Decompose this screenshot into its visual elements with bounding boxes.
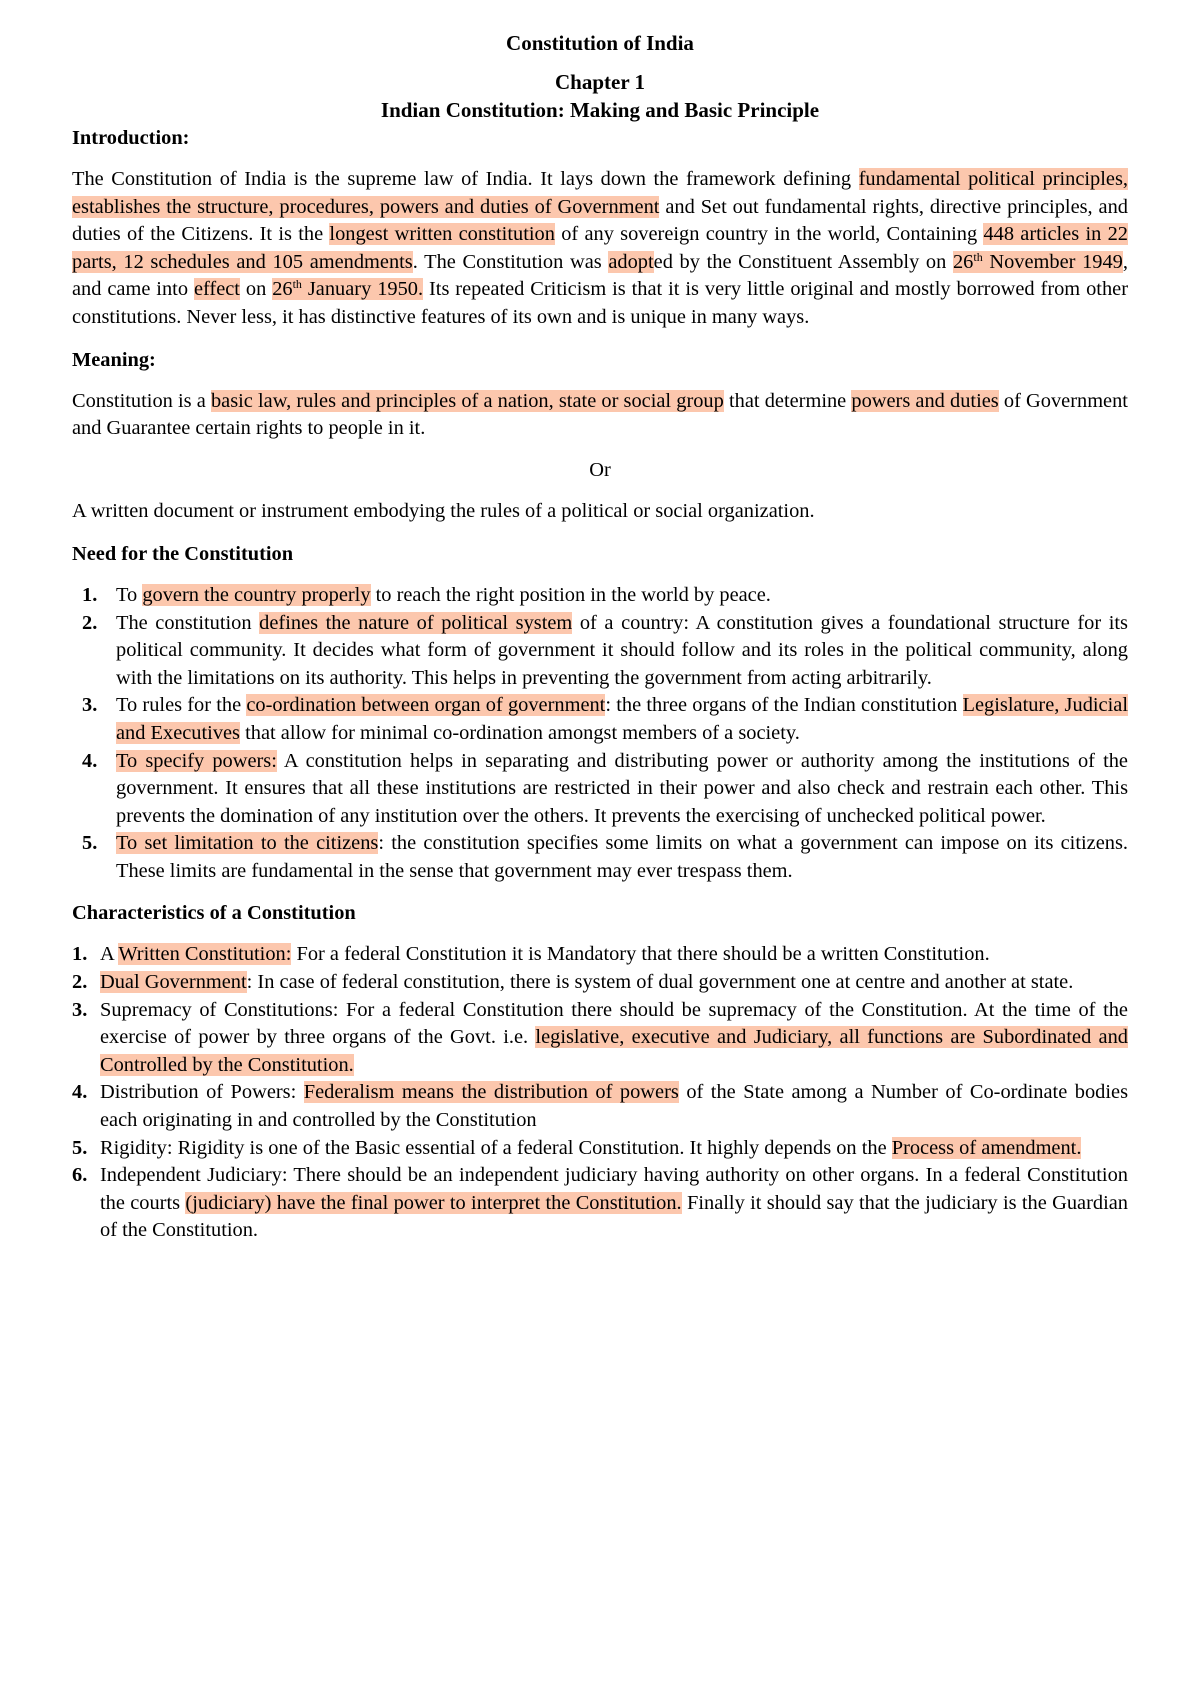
- list-number: 1.: [82, 583, 98, 606]
- meaning-heading: Meaning:: [72, 348, 156, 371]
- ordinal-suffix: th: [973, 249, 983, 264]
- highlight: Federalism means the distribution of powers: [303, 1081, 679, 1104]
- highlight: Written Constitution:: [118, 943, 292, 966]
- highlight: To specify powers:: [116, 749, 277, 772]
- highlight: basic law, rules and principles of a nation, state or social group: [210, 389, 724, 412]
- meaning-alternative: A written document or instrument embodying the rules of a political or social organization.: [72, 500, 815, 523]
- chapter-title: Indian Constitution: Making and Basic Principle: [380, 98, 820, 122]
- highlight: Process of amendment.: [891, 1136, 1082, 1159]
- text: of the State among a Number of Co-ordinate bodies each originating in and controlled by the Constitution: [100, 1081, 1129, 1132]
- text: Distribution of Powers:: [100, 1081, 304, 1104]
- text: . The Constitution was: [412, 250, 609, 273]
- text: and Set out fundamental rights, directive principles, and duties of the Citizens. It is the: [72, 195, 1128, 246]
- text: on: [239, 278, 273, 301]
- text: To rules for the: [116, 694, 247, 717]
- text: , and came into: [72, 250, 1128, 301]
- text: To: [116, 583, 143, 606]
- text: Its repeated Criticism is that it is very little original and mostly borrowed from other constitutions. Never less, it has distinctive features of its own and is unique in many ways.: [72, 278, 1128, 328]
- text: : the constitution specifies some limits on what a government can impose on its citizens. These limits are fundamental in the sense that government may ever trespass them.: [116, 832, 1128, 882]
- highlight: powers and duties: [851, 389, 999, 412]
- text: Constitution is a: [72, 389, 211, 412]
- list-item: [72, 1162, 1128, 1245]
- list-item: [72, 748, 1128, 831]
- list-number: 2.: [72, 971, 88, 994]
- highlight: [272, 278, 302, 300]
- list-item: [72, 1079, 1128, 1134]
- text: of a country: A constitution gives a foundational structure for its political community. It decides what form of government it should follow and its roles in the political community, along with the limitations on its authority. This helps in preventing the government from acting arbitrarily.: [116, 611, 1128, 689]
- text: The Constitution of India is the supreme law of India. It lays down the framework defining: [72, 168, 859, 190]
- text: Independent Judiciary: There should be an independent judiciary having authority on other organs. In a federal Constitution the courts: [100, 1164, 1128, 1214]
- text: Rigidity: Rigidity is one of the Basic essential of a federal Constitution. It highly depends on the: [100, 1136, 892, 1159]
- highlight: To set limitation to the citizens: [116, 832, 379, 855]
- text: of Government and Guarantee certain rights to people in it.: [72, 389, 1128, 440]
- list-item: [72, 969, 1128, 997]
- text: that allow for minimal co-ordination amongst members of a society.: [240, 721, 800, 744]
- list-number: 5.: [72, 1136, 88, 1159]
- list-number: 4.: [82, 749, 98, 772]
- text: of any sovereign country in the world, Containing: [554, 223, 984, 246]
- list-number: 1.: [72, 943, 88, 966]
- introduction-heading: Introduction:: [72, 127, 190, 149]
- text: The constitution: [116, 611, 260, 634]
- list-item: [72, 830, 1128, 885]
- list-number: 6.: [72, 1164, 88, 1187]
- text: : the three organs of the Indian constitution: [605, 694, 963, 717]
- date-rest: November 1949: [982, 250, 1123, 273]
- text: ed by the Constituent Assembly on: [653, 250, 953, 273]
- list-item: [72, 1135, 1128, 1163]
- list-item: [72, 997, 1128, 1080]
- need-heading: Need for the Constitution: [72, 542, 294, 565]
- list-number: 2.: [82, 611, 98, 634]
- date-day: 26: [272, 278, 293, 301]
- text: A constitution helps in separating and distributing power or authority among the institutions of the government. It ensures that all these institutions are restricted in their power and also check and restrain each other. This prevents the domination of any institution over the others. It prevents the exercising of unchecked political power.: [116, 749, 1128, 827]
- highlight: Dual Government: [100, 971, 247, 994]
- list-item: [72, 941, 1128, 969]
- date-day: 26: [952, 250, 974, 273]
- text: Supremacy of Constitutions: For a federal Constitution there should be supremacy of the Constitution. At the time of the exercise of power by three organs of the Govt. i.e.: [100, 998, 1128, 1049]
- list-item: [72, 582, 1128, 610]
- need-list: [72, 582, 1128, 886]
- highlight: govern the country properly: [142, 583, 371, 606]
- list-number: 5.: [82, 832, 98, 855]
- characteristics-list: [72, 941, 1128, 1245]
- list-item: [72, 610, 1128, 693]
- highlight: 448 articles in 22 parts, 12 schedules and 105 amendments: [72, 223, 1128, 273]
- document-title: Constitution of India: [506, 31, 694, 55]
- text: A: [100, 943, 119, 966]
- highlight: adopt: [608, 250, 654, 273]
- or-separator: Or: [589, 458, 611, 481]
- highlight: co-ordination between organ of government: [246, 694, 606, 717]
- text: to reach the right position in the world by peace.: [370, 583, 771, 606]
- highlight: effect: [193, 278, 240, 301]
- ordinal-suffix: th: [292, 277, 302, 292]
- list-number: 3.: [72, 998, 88, 1021]
- list-item: [72, 692, 1128, 747]
- highlight: (judiciary) have the final power to interpret the Constitution.: [185, 1191, 682, 1214]
- characteristics-heading: Characteristics of a Constitution: [72, 902, 356, 925]
- list-number: 3.: [82, 694, 98, 717]
- highlight: defines the nature of political system: [259, 611, 573, 634]
- highlight: legislative, executive and Judiciary, all functions are Subordinated and Controlled by the Constitution.: [100, 1026, 1128, 1076]
- highlight: fundamental political principles, establishes the structure, procedures, powers and duties of Government: [72, 168, 1129, 218]
- text: Finally it should say that the judiciary is the Guardian of the Constitution.: [100, 1191, 1128, 1242]
- text: that determine: [723, 389, 852, 412]
- text: : In case of federal constitution, there is system of dual government one at centre and another at state.: [246, 971, 1074, 994]
- meaning-paragraph: [72, 388, 1128, 443]
- highlight: Legislature, Judicial and Executives: [116, 694, 1128, 744]
- list-number: 4.: [72, 1081, 88, 1104]
- highlight: [953, 251, 1123, 273]
- text: For a federal Constitution it is Mandatory that there should be a written Constitution.: [291, 943, 990, 966]
- highlight: longest written constitution: [329, 223, 555, 246]
- highlight: January 1950.: [301, 278, 424, 301]
- chapter-number: Chapter 1: [554, 70, 646, 94]
- introduction-paragraph: [72, 166, 1128, 332]
